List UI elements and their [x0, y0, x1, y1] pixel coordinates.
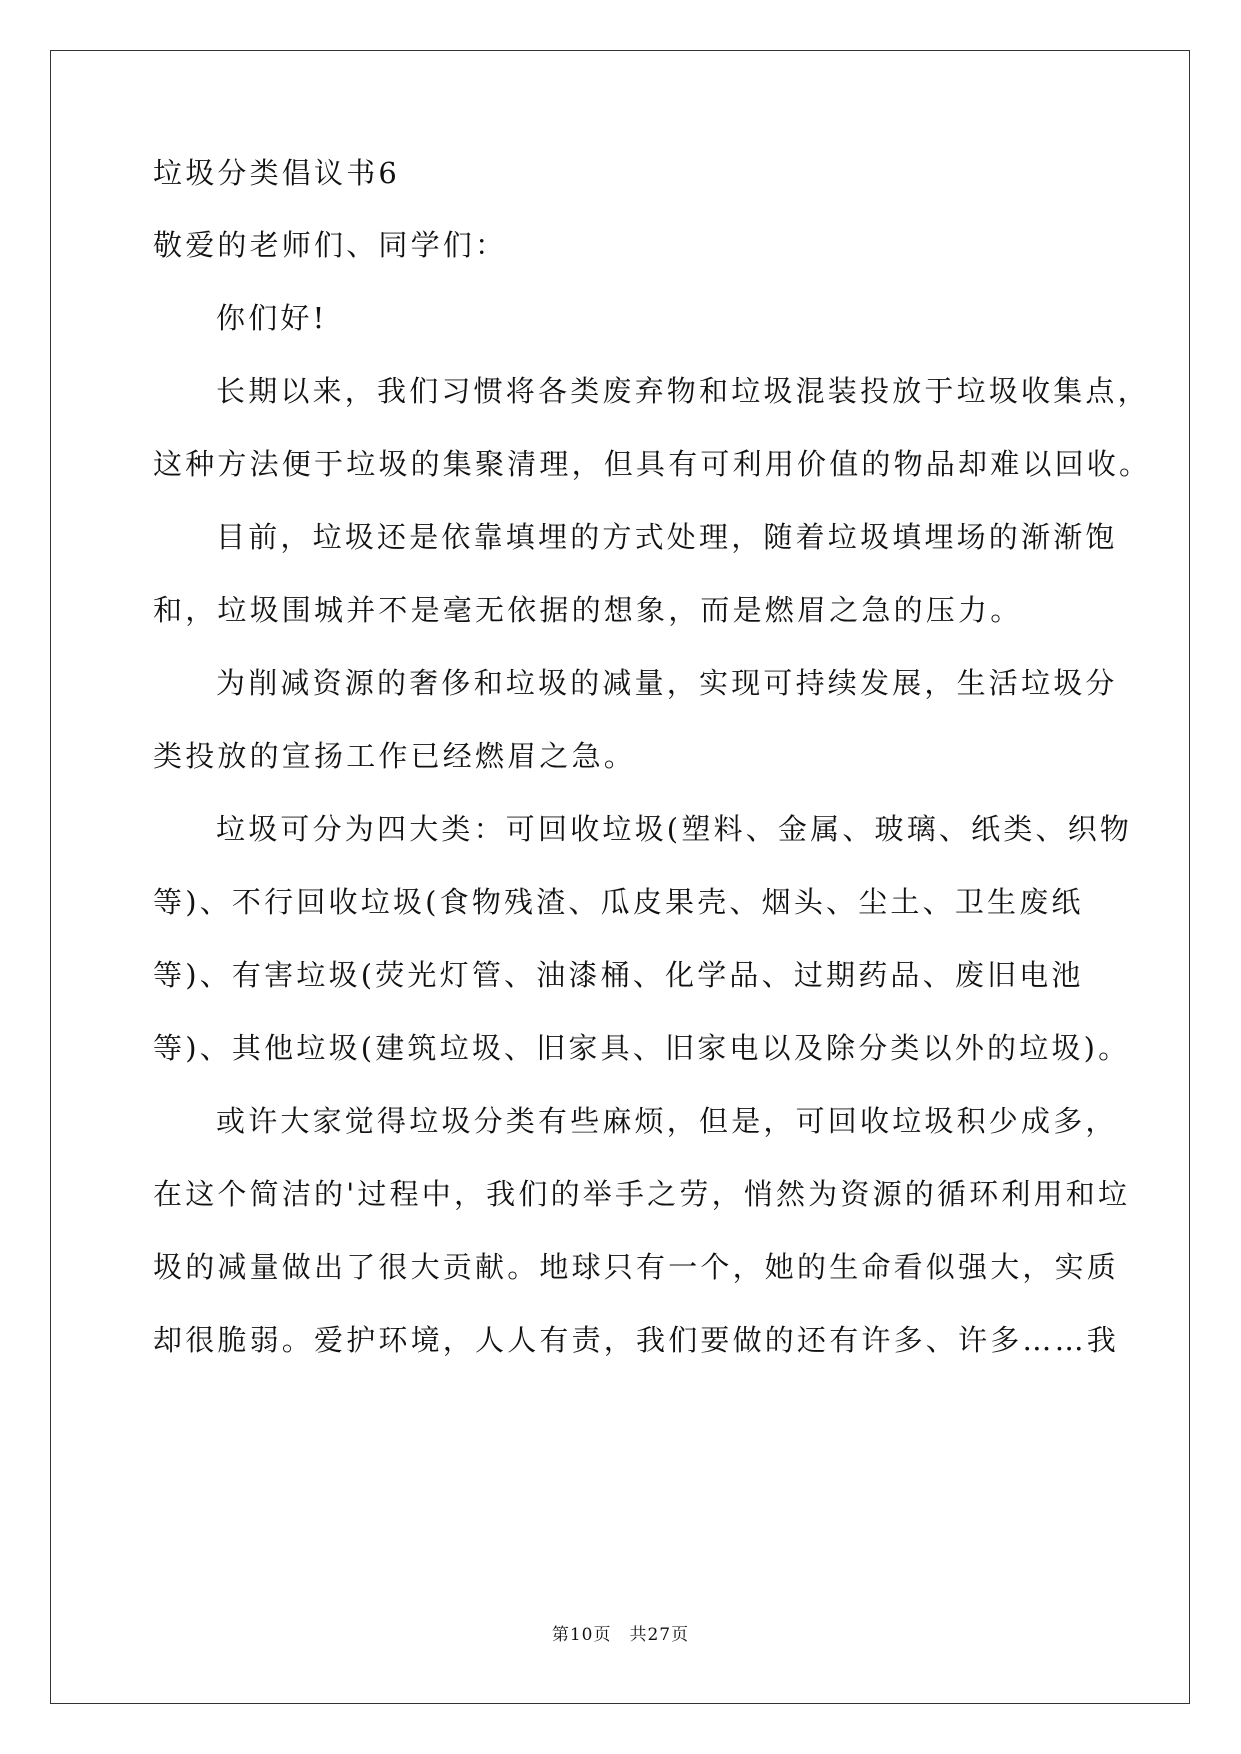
body-line: 等)、其他垃圾(建筑垃圾、旧家具、旧家电以及除分类以外的垃圾)。: [153, 1031, 1131, 1065]
body-line: 和，垃圾围城并不是毫无依据的想象，而是燃眉之急的压力。: [153, 593, 1023, 627]
body-line: 在这个简洁的'过程中，我们的举手之劳，悄然为资源的循环利用和垃: [153, 1177, 1131, 1211]
body-line: 或许大家觉得垃圾分类有些麻烦，但是，可回收垃圾积少成多，: [216, 1104, 1118, 1138]
page-border: [50, 50, 1190, 1704]
page-number: 第10页 共27页: [551, 1625, 690, 1645]
greeting: 你们好!: [216, 301, 328, 335]
body-line: 长期以来，我们习惯将各类废弃物和垃圾混装投放于垃圾收集点，: [216, 374, 1150, 408]
body-line: 目前，垃圾还是依靠填埋的方式处理，随着垃圾填埋场的渐渐饱: [216, 520, 1118, 554]
salutation: 敬爱的老师们、同学们：: [153, 228, 508, 262]
body-line: 垃圾可分为四大类：可回收垃圾(塑料、金属、玻璃、纸类、织物: [216, 812, 1133, 846]
body-line: 为削减资源的奢侈和垃圾的减量，实现可持续发展，生活垃圾分: [216, 666, 1118, 700]
body-line: 等)、有害垃圾(荧光灯管、油漆桶、化学品、过期药品、废旧电池: [153, 958, 1084, 992]
body-line: 类投放的宣扬工作已经燃眉之急。: [153, 739, 637, 773]
body-line: 却很脆弱。爱护环境，人人有责，我们要做的还有许多、许多……我: [153, 1323, 1120, 1357]
body-line: 这种方法便于垃圾的集聚清理，但具有可利用价值的物品却难以回收。: [153, 447, 1152, 481]
body-line: 圾的减量做出了很大贡献。地球只有一个，她的生命看似强大，实质: [153, 1250, 1120, 1284]
body-line: 等)、不行回收垃圾(食物残渣、瓜皮果壳、烟头、尘土、卫生废纸: [153, 885, 1084, 919]
document-title: 垃圾分类倡议书6: [153, 156, 401, 190]
